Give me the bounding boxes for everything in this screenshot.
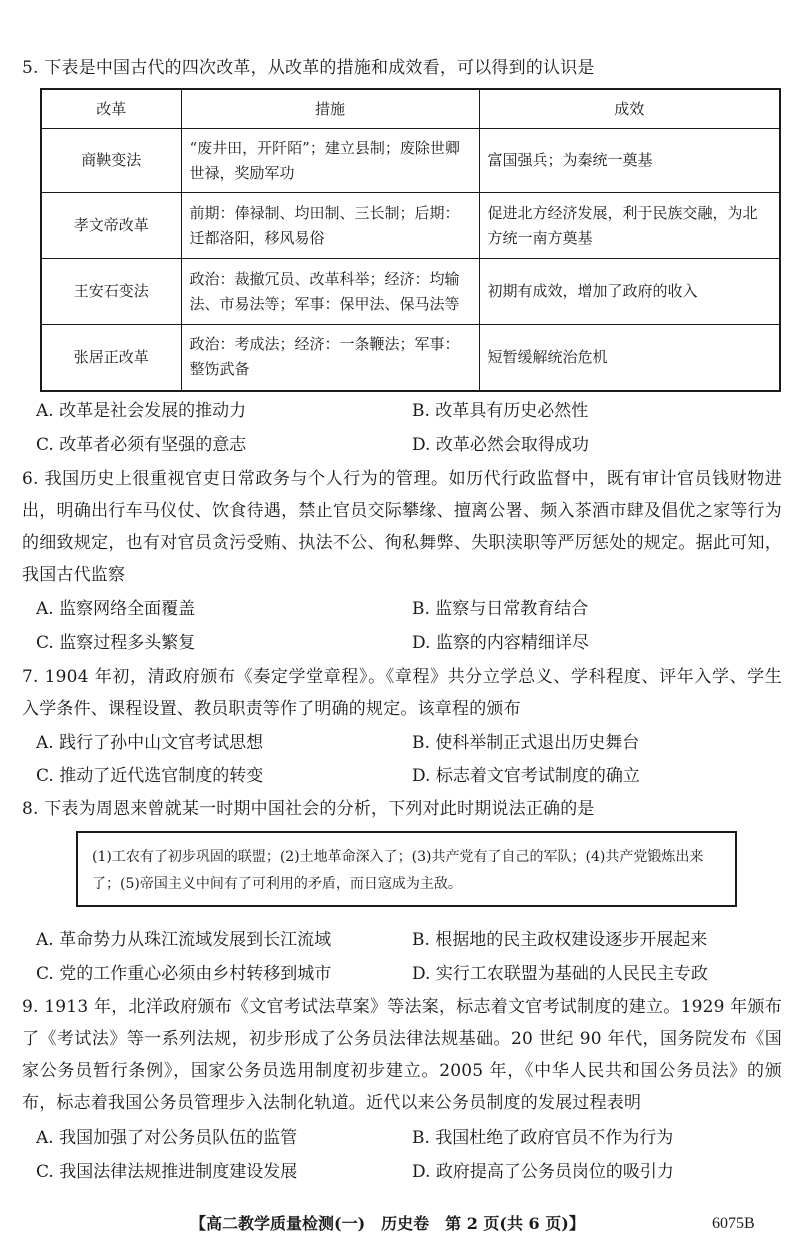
q9-option-a[interactable]: A. 我国加强了对公务员队伍的监管	[36, 1128, 298, 1148]
footer-exam-code: 6075B	[712, 1215, 755, 1232]
header-effect: 成效	[479, 89, 780, 129]
table-row	[41, 129, 780, 193]
q6-option-d[interactable]: D. 监察的内容精细详尽	[412, 633, 589, 653]
reform-measure: 前期：俸禄制、均田制、三长制；后期：迁都洛阳，移风易俗	[181, 193, 479, 259]
question-8-stem: 8. 下表为周恩来曾就某一时期中国社会的分析，下列对此时期说法正确的是	[22, 799, 595, 819]
header-reform: 改革	[41, 89, 181, 129]
q5-option-a[interactable]: A. 改革是社会发展的推动力	[36, 401, 247, 421]
q5-option-b[interactable]: B. 改革具有历史必然性	[412, 401, 589, 421]
question-6-stem: 6. 我国历史上很重视官吏日常政务与个人行为的管理。如历代行政监督中，既有审计官员钱财物进出，明确出行车马仪仗、饮食待遇，禁止官员交际攀缘、擅离公署、频入茶酒市肆及倡优之家等行为的细致规定，也有对官员贪污受贿、执法不公、徇私舞弊、失职渎职等严厉惩处的规定。据此可知，我国古代监察	[22, 469, 782, 585]
q7-option-b[interactable]: B. 使科举制正式退出历史舞台	[412, 733, 640, 753]
reform-measure: 政治：考成法；经济：一条鞭法；军事：整饬武备	[181, 325, 479, 391]
q7-option-d[interactable]: D. 标志着文官考试制度的确立	[412, 766, 640, 786]
footer-page-info: 【高二教学质量检测(一) 历史卷 第 2 页(共 6 页)】	[190, 1214, 585, 1233]
header-measure: 措施	[181, 89, 479, 129]
reform-measure: “废井田，开阡陌”；建立县制；废除世卿世禄，奖励军功	[181, 129, 479, 193]
q5-option-d[interactable]: D. 改革必然会取得成功	[412, 435, 589, 455]
question-9-stem: 9. 1913 年，北洋政府颁布《文官考试法草案》等法案，标志着文官考试制度的建立。1929 年颁布了《考试法》等一系列法规，初步形成了公务员法律法规基础。20 世纪 90 年代，国务院发布《国家公务员暂行条例》，国家公务员选用制度初步建立。2005 年，《中华人民共和国公务员法》的颁布，标志着我国公务员管理步入法制化轨道。近代以来公务员制度的发展过程表明	[22, 997, 782, 1113]
q7-option-c[interactable]: C. 推动了近代选官制度的转变	[36, 766, 264, 786]
zhou-enlai-quote-box: (1)工农有了初步巩固的联盟；(2)土地革命深入了；(3)共产党有了自己的军队；(4)共产党锻炼出来了；(5)帝国主义中间有了可利用的矛盾，而日寇成为主敌。	[76, 831, 737, 907]
table-row	[41, 259, 780, 325]
question-5-stem: 5. 下表是中国古代的四次改革，从改革的措施和成效看，可以得到的认识是	[22, 58, 595, 78]
q8-option-a[interactable]: A. 革命势力从珠江流域发展到长江流域	[36, 930, 332, 950]
table-row	[41, 193, 780, 259]
q9-option-d[interactable]: D. 政府提高了公务员岗位的吸引力	[412, 1162, 674, 1182]
reform-effect: 短暂缓解统治危机	[479, 325, 780, 391]
reform-table-header-row	[41, 89, 780, 129]
q7-option-a[interactable]: A. 践行了孙中山文官考试思想	[36, 733, 264, 753]
q8-option-c[interactable]: C. 党的工作重心必须由乡村转移到城市	[36, 964, 332, 984]
q6-option-b[interactable]: B. 监察与日常教育结合	[412, 599, 589, 619]
q6-option-c[interactable]: C. 监察过程多头繁复	[36, 633, 196, 653]
reform-name: 张居正改革	[41, 325, 181, 391]
reform-table	[40, 88, 781, 392]
reform-name: 商鞅变法	[41, 129, 181, 193]
q6-option-a[interactable]: A. 监察网络全面覆盖	[36, 599, 196, 619]
reform-measure: 政治：裁撤冗员、改革科举；经济：均输法、市易法等；军事：保甲法、保马法等	[181, 259, 479, 325]
reform-effect: 促进北方经济发展，利于民族交融，为北方统一南方奠基	[479, 193, 780, 259]
reform-effect: 富国强兵；为秦统一奠基	[479, 129, 780, 193]
table-row	[41, 325, 780, 391]
reform-name: 王安石变法	[41, 259, 181, 325]
q8-option-b[interactable]: B. 根据地的民主政权建设逐步开展起来	[412, 930, 708, 950]
q9-option-c[interactable]: C. 我国法律法规推进制度建设发展	[36, 1162, 298, 1182]
reform-name: 孝文帝改革	[41, 193, 181, 259]
q9-option-b[interactable]: B. 我国杜绝了政府官员不作为行为	[412, 1128, 674, 1148]
q5-option-c[interactable]: C. 改革者必须有坚强的意志	[36, 435, 247, 455]
q8-option-d[interactable]: D. 实行工农联盟为基础的人民民主专政	[412, 964, 708, 984]
question-7-stem: 7. 1904 年初，清政府颁布《奏定学堂章程》。《章程》共分立学总义、学科程度、评年入学、学生入学条件、课程设置、教员职责等作了明确的规定。该章程的颁布	[22, 667, 782, 719]
reform-effect: 初期有成效，增加了政府的收入	[479, 259, 780, 325]
